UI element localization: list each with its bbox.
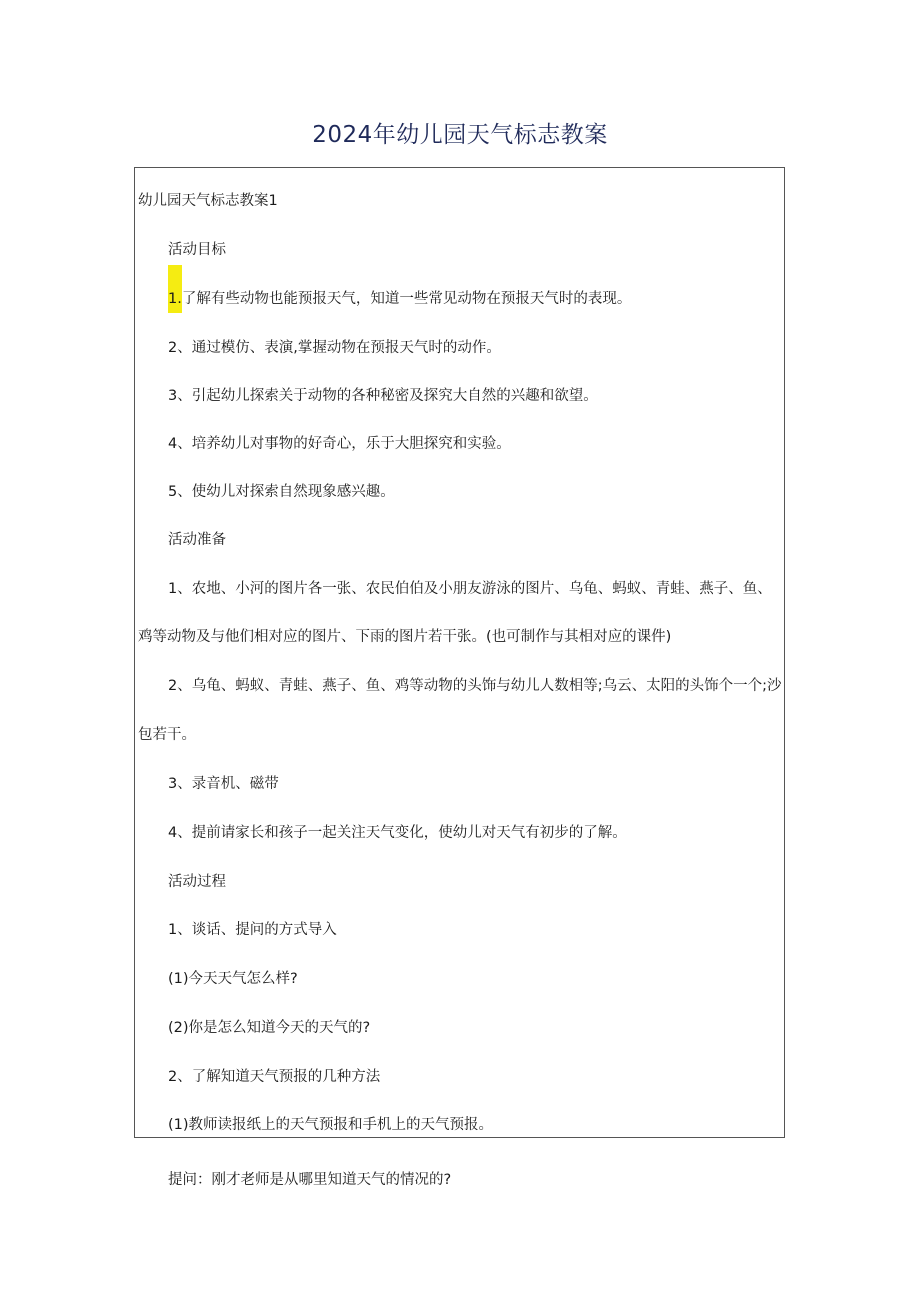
paragraph-process-1-q2: (2)你是怎么知道今天的天气的? — [168, 1020, 371, 1036]
paragraph-prep-1-line2: 鸡等动物及与他们相对应的图片、下雨的图片若干张。(也可制作与其相对应的课件) — [138, 629, 672, 645]
paragraph-process-1-q1: (1)今天天气怎么样? — [168, 971, 298, 987]
content-box — [134, 167, 785, 1138]
document-title: 2024年幼儿园天气标志教案 — [312, 122, 608, 148]
paragraph-goal-2: 2、通过模仿、表演,掌握动物在预报天气时的动作。 — [168, 340, 501, 356]
paragraph-prep-2-line1: 2、乌龟、蚂蚁、青蛙、燕子、鱼、鸡等动物的头饰与幼儿人数相等;乌云、太阳的头饰个一个;沙 — [168, 678, 782, 694]
paragraph-goal-4: 4、培养幼儿对事物的好奇心，乐于大胆探究和实验。 — [168, 436, 511, 452]
paragraph-process-1: 1、谈话、提问的方式导入 — [168, 922, 337, 938]
paragraph-prep-3: 3、录音机、磁带 — [168, 776, 279, 792]
paragraph-goal-5: 5、使幼儿对探索自然现象感兴趣。 — [168, 484, 395, 500]
paragraph-goal-3: 3、引起幼儿探索关于动物的各种秘密及探究大自然的兴趣和欲望。 — [168, 388, 598, 404]
subheading-preparation: 活动准备 — [168, 532, 226, 548]
paragraph-question: 提问：刚才老师是从哪里知道天气的情况的? — [168, 1172, 452, 1188]
paragraph-prep-2-line2: 包若干。 — [138, 727, 196, 743]
section-heading: 幼儿园天气标志教案1 — [138, 193, 278, 209]
paragraph-prep-1-line1: 1、农地、小河的图片各一张、农民伯伯及小朋友游泳的图片、乌龟、蚂蚁、青蛙、燕子、鱼、 — [168, 581, 772, 597]
paragraph-process-2: 2、了解知道天气预报的几种方法 — [168, 1069, 381, 1085]
paragraph-process-2-1: (1)教师读报纸上的天气预报和手机上的天气预报。 — [168, 1117, 494, 1133]
subheading-goals: 活动目标 — [168, 242, 226, 258]
paragraph-goal-1: 1.了解有些动物也能预报天气，知道一些常见动物在预报天气时的表现。 — [168, 291, 632, 307]
paragraph-prep-4: 4、提前请家长和孩子一起关注天气变化，使幼儿对天气有初步的了解。 — [168, 825, 627, 841]
subheading-process: 活动过程 — [168, 874, 226, 890]
